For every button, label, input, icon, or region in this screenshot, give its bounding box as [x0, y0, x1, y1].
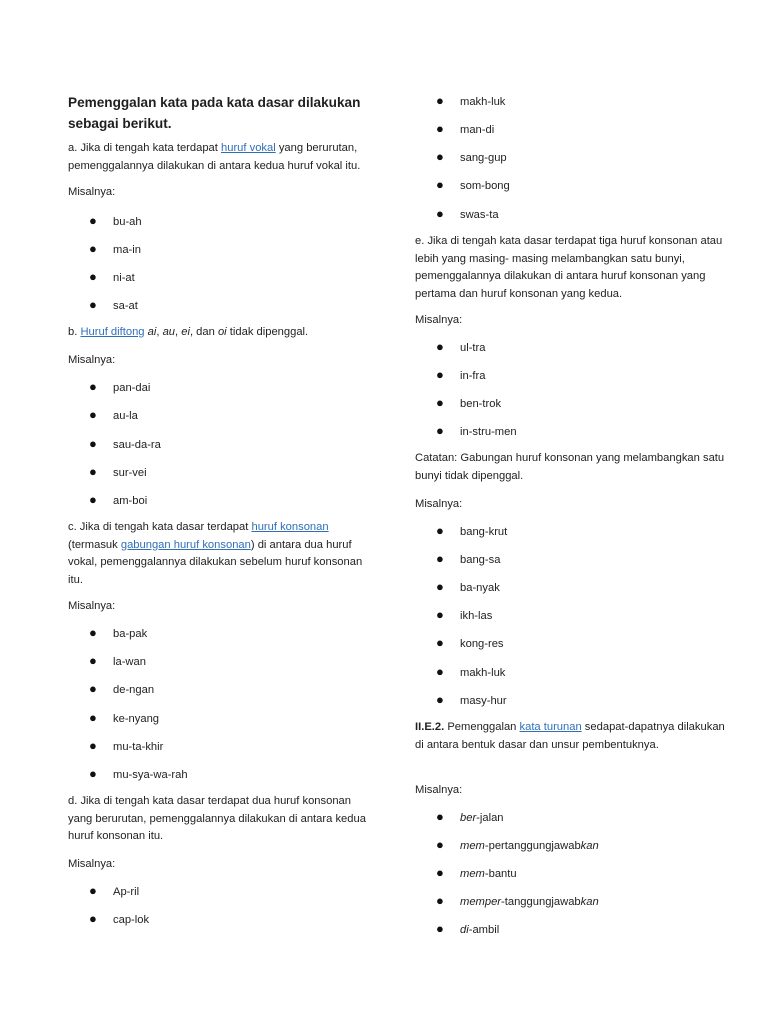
bullet-icon: ● [436, 93, 444, 108]
bullet-icon: ● [89, 653, 97, 668]
list-item: ● au-la [89, 407, 138, 422]
bullet-icon: ● [89, 269, 97, 284]
list-item: ● kong-res [436, 635, 504, 650]
bullet-icon: ● [436, 149, 444, 164]
list-item: ● bang-sa [436, 551, 501, 566]
list-item: ● masy-hur [436, 692, 507, 707]
list-item: ● sau-da-ra [89, 436, 161, 451]
list-item: ● ber-jalan [436, 809, 504, 824]
list-item: ● som-bong [436, 177, 510, 192]
bullet-icon: ● [436, 339, 444, 354]
list-item: ● ben-trok [436, 395, 502, 410]
rule-c-paragraph: c. Jika di tengah kata dasar terdapat huruf konsonan (termasuk gabungan huruf konsonan) di antara dua huruf vokal, pemenggalannya dilakukan sebelum huruf konsonan itu. [68, 521, 363, 586]
bullet-icon: ● [436, 692, 444, 707]
misalnya-label: Misalnya: [415, 784, 463, 796]
list-item: ● am-boi [89, 492, 148, 507]
bullet-icon: ● [89, 213, 97, 228]
list-item: ● ni-at [89, 269, 135, 284]
bullet-icon: ● [436, 177, 444, 192]
list-item: ● swas-ta [436, 206, 499, 221]
rule-a-paragraph: a. Jika di tengah kata terdapat huruf vokal yang berurutan, pemenggalannya dilakukan di antara kedua huruf vokal itu. [68, 142, 361, 172]
misalnya-label: Misalnya: [415, 498, 463, 510]
rule-e-paragraph: e. Jika di tengah kata dasar terdapat tiga huruf konsonan atau lebih yang masing- masing melambangkan satu bunyi, pemenggalannya dilakukan di antara huruf konsonan yang pertama dan huruf konsonan yang kedua. [415, 235, 723, 300]
bullet-icon: ● [436, 523, 444, 538]
list-item: ● ma-in [89, 241, 141, 256]
list-item: ● mem-pertanggungjawabkan [436, 837, 599, 852]
bullet-icon: ● [89, 492, 97, 507]
link-kata-turunan[interactable]: kata turunan [519, 721, 582, 733]
bullet-icon: ● [89, 883, 97, 898]
list-item: ● de-ngan [89, 681, 155, 696]
page-heading: Pemenggalan kata pada kata dasar dilakukan sebagai berikut. [68, 95, 361, 131]
bullet-icon: ● [89, 464, 97, 479]
list-item: ● ul-tra [436, 339, 486, 354]
misalnya-label: Misalnya: [415, 314, 463, 326]
bullet-icon: ● [436, 551, 444, 566]
link-huruf-konsonan[interactable]: huruf konsonan [251, 521, 329, 533]
bullet-icon: ● [89, 625, 97, 640]
link-huruf-diftong[interactable]: Huruf diftong [80, 326, 145, 338]
misalnya-label: Misalnya: [68, 354, 116, 366]
bullet-icon: ● [89, 710, 97, 725]
list-item: ● in-fra [436, 367, 486, 382]
bullet-icon: ● [436, 423, 444, 438]
list-item: ● makh-luk [436, 93, 506, 108]
rule-d-paragraph: d. Jika di tengah kata dasar terdapat dua huruf konsonan yang berurutan, pemenggalannya dilakukan di antara kedua huruf konsonan itu. [68, 795, 366, 842]
bullet-icon: ● [436, 206, 444, 221]
catatan-paragraph: Catatan: Gabungan huruf konsonan yang melambangkan satu bunyi tidak dipenggal. [415, 452, 725, 482]
rule-ie2-paragraph: II.E.2. Pemenggalan kata turunan sedapat-dapatnya dilakukan di antara bentuk dasar dan unsur pembentuknya. [415, 721, 725, 751]
list-item: ● mu-sya-wa-rah [89, 766, 188, 781]
list-item: ● ba-pak [89, 625, 148, 640]
misalnya-label: Misalnya: [68, 186, 116, 198]
list-item: ● ikh-las [436, 607, 493, 622]
bullet-icon: ● [89, 379, 97, 394]
list-item: ● ke-nyang [89, 710, 160, 725]
bullet-icon: ● [436, 367, 444, 382]
list-item: ● mu-ta-khir [89, 738, 164, 753]
list-item: ● man-di [436, 121, 495, 136]
list-item: ● la-wan [89, 653, 146, 668]
list-item: ● Ap-ril [89, 883, 140, 898]
bullet-icon: ● [436, 395, 444, 410]
bullet-icon: ● [89, 407, 97, 422]
list-item: ● di-ambil [436, 921, 500, 936]
list-item: ● bang-krut [436, 523, 508, 538]
misalnya-label: Misalnya: [68, 600, 116, 612]
bullet-icon: ● [89, 766, 97, 781]
link-gabungan-huruf-konsonan[interactable]: gabungan huruf konsonan [120, 538, 251, 551]
bullet-icon: ● [436, 893, 444, 908]
list-item: ● ba-nyak [436, 579, 500, 594]
bullet-icon: ● [436, 607, 444, 622]
list-item: ● pan-dai [89, 379, 151, 394]
list-item: ● sur-vei [89, 464, 147, 479]
bullet-icon: ● [436, 837, 444, 852]
rule-b-paragraph: b. Huruf diftong ai, au, ei, dan oi tidak dipenggal. [68, 326, 309, 338]
bullet-icon: ● [436, 579, 444, 594]
bullet-icon: ● [89, 241, 97, 256]
bullet-icon: ● [436, 921, 444, 936]
bullet-icon: ● [436, 664, 444, 679]
list-item: ● sang-gup [436, 149, 507, 164]
bullet-icon: ● [89, 911, 97, 926]
bullet-icon: ● [436, 635, 444, 650]
bullet-icon: ● [89, 738, 97, 753]
bullet-icon: ● [436, 121, 444, 136]
bullet-icon: ● [89, 297, 97, 312]
list-item: ● in-stru-men [436, 423, 517, 438]
list-item: ● cap-lok [89, 911, 150, 926]
list-item: ● sa-at [89, 297, 138, 312]
bullet-icon: ● [436, 809, 444, 824]
bullet-icon: ● [89, 681, 97, 696]
list-item: ● bu-ah [89, 213, 142, 228]
misalnya-label: Misalnya: [68, 858, 116, 870]
list-item: ● makh-luk [436, 664, 506, 679]
list-item: ● memper-tanggungjawabkan [436, 893, 599, 908]
bullet-icon: ● [436, 865, 444, 880]
list-item: ● mem-bantu [436, 865, 517, 880]
link-huruf-vokal[interactable]: huruf vokal [221, 142, 276, 154]
bullet-icon: ● [89, 436, 97, 451]
